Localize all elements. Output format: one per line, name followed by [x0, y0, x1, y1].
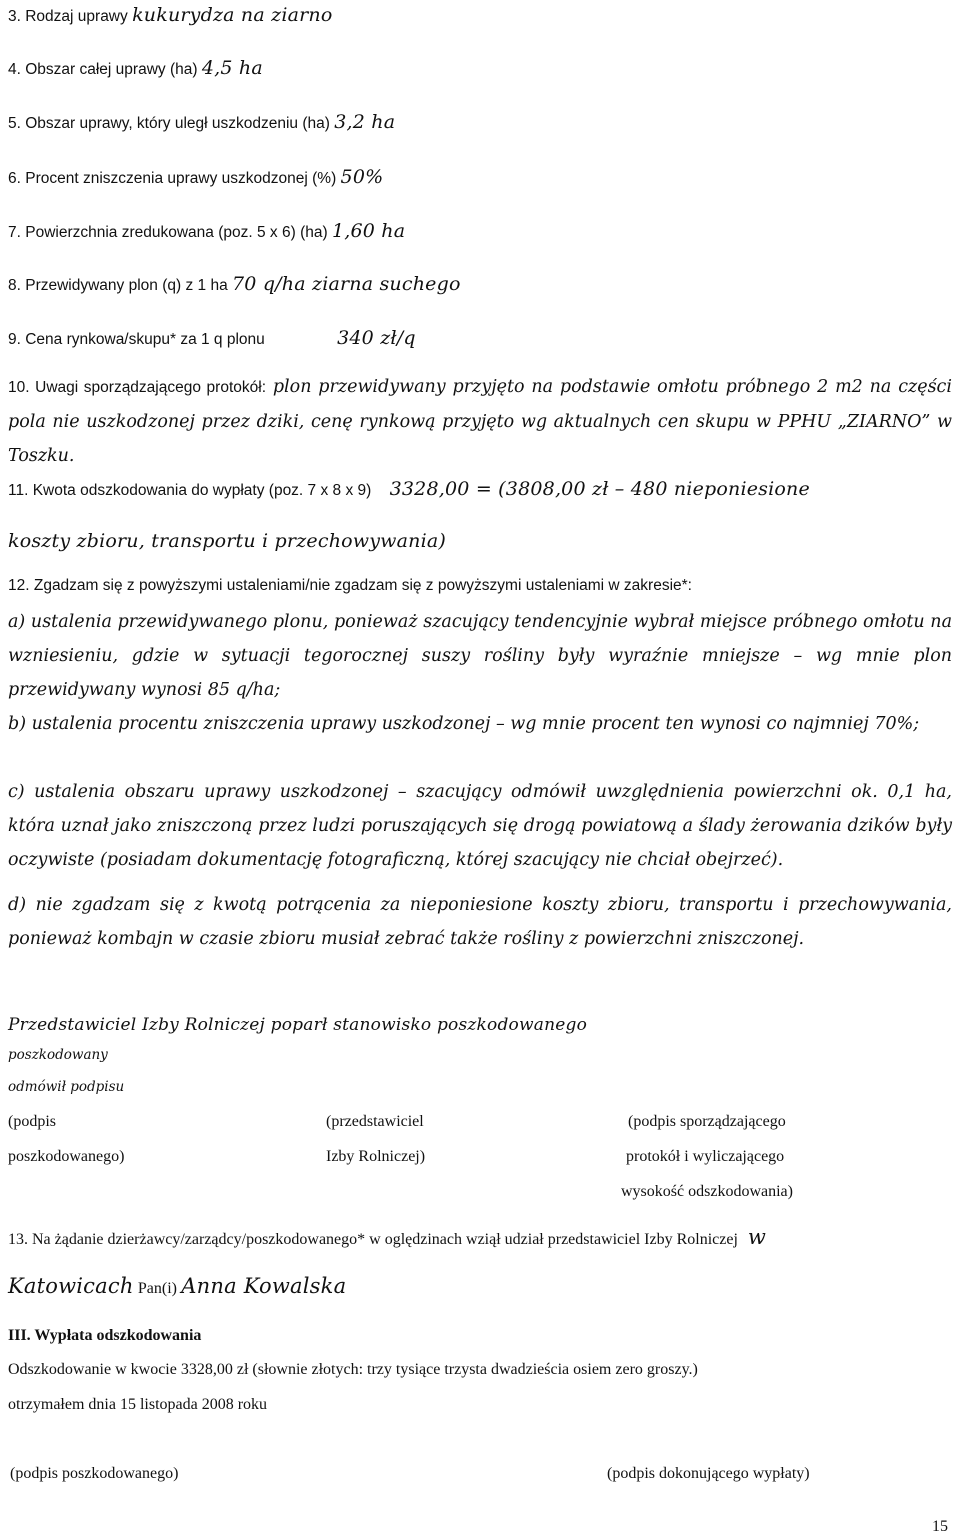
- item-5-value: 3,2 ha: [334, 111, 396, 133]
- item-8-label: 8. Przewidywany plon (q) z 1 ha: [8, 277, 228, 294]
- item-9-value: 340 zł/q: [337, 327, 416, 349]
- item-10-label: 10. Uwagi sporządzającego protokół:: [8, 379, 267, 396]
- item-3: [8, 4, 952, 27]
- signature-col3-line1: (podpis sporządzającego: [628, 1113, 786, 1130]
- signature-col2-line2: Izby Rolniczej): [326, 1148, 426, 1165]
- signature-col1-line1: (podpis: [8, 1113, 56, 1130]
- item-12-a: a) ustalenia przewidywanego plonu, ponieważ szacujący tendencyjnie wybrał miejsce próbnego omłotu na wzniesieniu, gdzie w sytuacji tegorocznej suszy rośliny były wyraźnie mniejsze – wg mnie plon przewidywany wynosi 85 q/ha;: [8, 612, 952, 700]
- item-4: [8, 57, 952, 80]
- item-13-label: 13. Na żądanie dzierżawcy/zarządcy/poszkodowanego* w oględzinach wziął udział przedstawiciel Izby Rolniczej: [8, 1231, 738, 1248]
- item-13-pan-label: Pan(i): [137, 1280, 177, 1297]
- item-13-value-end: w: [747, 1225, 767, 1249]
- payout-signature-left: (podpis poszkodowanego): [10, 1465, 179, 1482]
- representative-statement: Przedstawiciel Izby Rolniczej poparł stanowisko poszkodowanego: [8, 1015, 588, 1035]
- payout-heading: III. Wypłata odszkodowania: [8, 1327, 202, 1344]
- item-11-label: 11. Kwota odszkodowania do wypłaty (poz. 7 x 8 x 9): [8, 482, 372, 499]
- item-12-c: c) ustalenia obszaru uprawy uszkodzonej – szacujący odmówił uwzględnienia powierzchni ok. 0,1 ha, która uznał jako zniszczoną przez ludzi poruszających się drogą powiatową a ślady żerowania dzików były oczywiste (posiadam dokumentację fotograficzną, której szacujący nie chciał obejrzeć).: [8, 782, 952, 870]
- item-11-value-first: 3328,00 = (3808,00 zł – 480 nieponiesione: [389, 478, 810, 500]
- page-number: 15: [932, 1518, 948, 1535]
- item-5-label: 5. Obszar uprawy, który uległ uszkodzeniu (ha): [8, 115, 330, 132]
- item-6-label: 6. Procent zniszczenia uprawy uszkodzonej (%): [8, 170, 337, 187]
- item-3-label: 3. Rodzaj uprawy: [8, 8, 128, 25]
- item-12-b: b) ustalenia procentu zniszczenia uprawy uszkodzonej – wg mnie procent ten wynosi co najmniej 70%;: [8, 714, 920, 734]
- payout-signature-right: (podpis dokonującego wypłaty): [607, 1465, 810, 1482]
- item-8-value: 70 q/ha ziarna suchego: [232, 273, 461, 295]
- item-12-d: d) nie zgadzam się z kwotą potrącenia za nieponiesione koszty zbioru, transportu i przechowywania, ponieważ kombajn w czasie zbioru musiał zebrać także rośliny z powierzchni zniszczonej.: [8, 895, 952, 949]
- item-6-value: 50%: [340, 166, 384, 188]
- item-7-label: 7. Powierzchnia zredukowana (poz. 5 x 6) (ha): [8, 224, 328, 241]
- item-12-label: 12. Zgadzam się z powyższymi ustaleniami/nie zgadzam się z powyższymi ustaleniami w zakresie*:: [8, 577, 692, 594]
- representative-note-1: poszkodowany: [8, 1047, 108, 1063]
- signature-col1-line2: poszkodowanego): [8, 1148, 125, 1165]
- item-13-place: Katowicach: [8, 1274, 134, 1298]
- item-10-value-rest: m2 na części pola nie uszkodzonej przez dziki, cenę rynkową przyjęto wg aktualnych cen skupu w PPHU „ZIARNO” w Toszku.: [8, 377, 952, 466]
- item-7-value: 1,60 ha: [331, 220, 406, 242]
- signature-col3-line3: wysokość odszkodowania): [621, 1183, 793, 1200]
- payout-amount-line: Odszkodowanie w kwocie 3328,00 zł (słownie złotych: trzy tysiące trzysta dwadzieścia osiem zero groszy.): [8, 1361, 698, 1378]
- payout-received-line: otrzymałem dnia 15 listopada 2008 roku: [8, 1396, 268, 1413]
- signature-col2-line1: (przedstawiciel: [326, 1113, 424, 1130]
- item-5: [8, 111, 952, 134]
- item-8: [8, 273, 952, 296]
- item-13-continued: [8, 1274, 952, 1299]
- item-7: [8, 220, 952, 243]
- item-4-label: 4. Obszar całej uprawy (ha): [8, 61, 198, 78]
- representative-note-2: odmówił podpisu: [8, 1079, 125, 1095]
- item-9-label: 9. Cena rynkowa/skupu* za 1 q plonu: [8, 331, 265, 348]
- item-4-value: 4,5 ha: [201, 57, 263, 79]
- item-11: [8, 478, 952, 501]
- item-11-value-second: koszty zbioru, transportu i przechowywania): [8, 530, 447, 552]
- item-10-value-first: plon przewidywany przyjęto na podstawie omłotu próbnego 2: [272, 377, 829, 397]
- item-13-name: Anna Kowalska: [181, 1274, 347, 1298]
- item-10: [8, 370, 952, 473]
- signature-col3-line2: protokół i wyliczającego: [626, 1148, 785, 1165]
- item-13: [8, 1225, 952, 1250]
- item-6: [8, 166, 952, 189]
- item-3-value: kukurydza na ziarno: [132, 4, 333, 26]
- item-9: [8, 327, 952, 350]
